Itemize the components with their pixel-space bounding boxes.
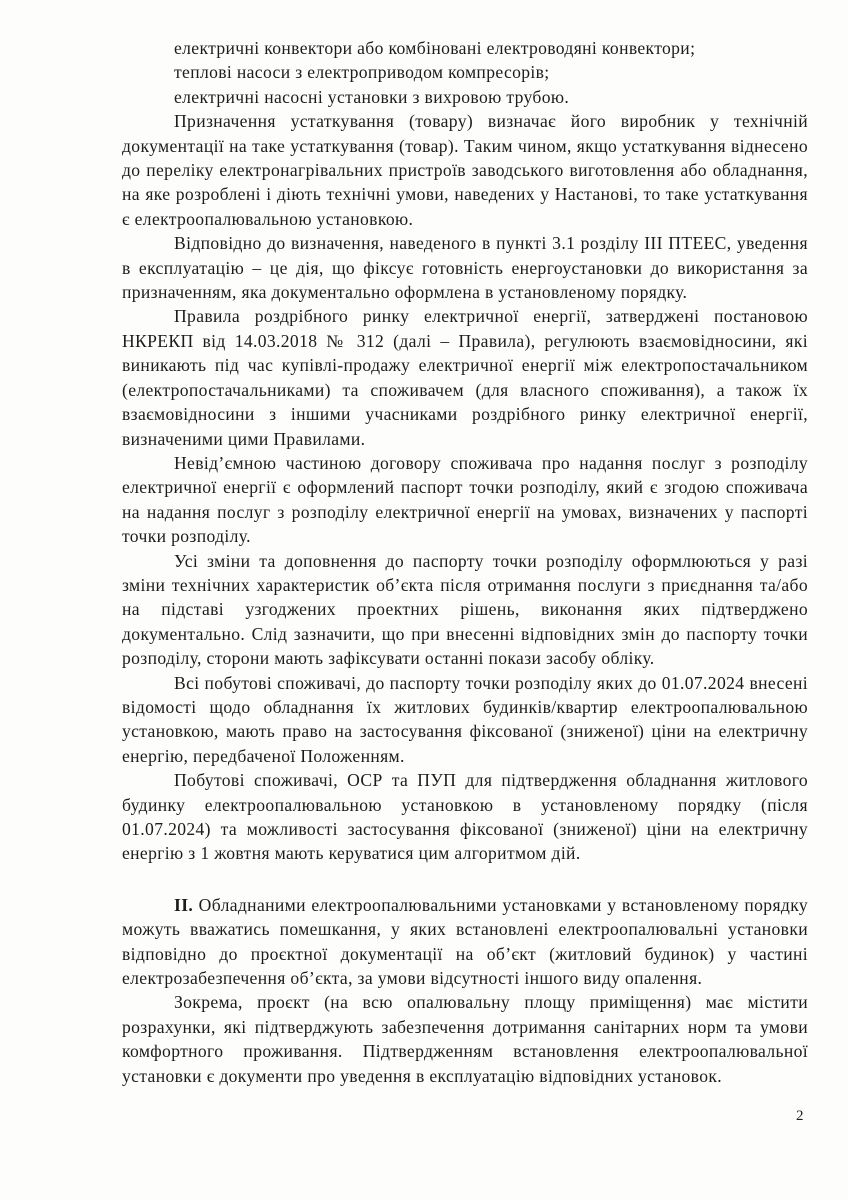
section-two-numeral: II. (174, 894, 194, 915)
section-spacer (122, 866, 808, 893)
paragraph-retail-market-rules: Правила роздрібного ринку електричної енергії, затверджені постановою НКРЕКП від 14.03.2018 № 312 (далі – Правила), регулюють взаємовідносини, які виникають під час купівлі-продажу електричної енергії між електропостачальником (електропостачальниками) та споживачем (для власного споживання), а також їх взаємовідносини з іншими учасниками роздрібного ринку електричної енергії, визначеними цими Правилами. (122, 306, 808, 449)
paragraph-distribution-passport: Невід’ємною частиною договору споживача про надання послуг з розподілу електричної енергії є оформлений паспорт точки розподілу, який є згодою споживача на надання послуг з розподілу електричної енергії на умовах, визначених у паспорті точки розподілу. (122, 452, 808, 547)
page-number: 2 (796, 1108, 804, 1124)
list-item-convectors: електричні конвектори або комбіновані електроводяні конвектори; (174, 38, 696, 58)
paragraph-fixed-price-right: Всі побутові споживачі, до паспорту точки розподілу яких до 01.07.2024 внесені відомості щодо обладнання їх житлових будинків/квартир електроопалювальною установкою, мають право на застосування фіксованої (зниженої) ціни на електричну енергію, передбаченої Положенням. (122, 672, 808, 766)
list-item-vortex-tube: електричні насосні установки з вихровою трубою. (174, 86, 570, 107)
section-two-text: Обладнаними електроопалювальними установками у встановленому порядку можуть вважатись помешкання, у яких встановлені електроопалювальні установки відповідно до проєктної документації на об’єкт (житловий будинок) у частині електрозабезпечення об’єкта, за умови відсутності іншого виду опалення. (122, 894, 808, 989)
list-item-heat-pumps: теплові насоси з електроприводом компресорів; (174, 62, 550, 83)
paragraph-passport-changes: Усі зміни та доповнення до паспорту точки розподілу оформлюються у разі зміни технічних характеристик об’єкта після отримання послуги з приєднання та/або на підставі узгоджених проектних рішень, виконання яких підтверджено документально. Слід зазначити, що при внесенні відповідних змін до паспорту точки розподілу, сторони мають зафіксувати останні покази засобу обліку. (122, 550, 808, 669)
paragraph-algorithm-guidance: Побутові споживачі, ОСР та ПУП для підтвердження обладнання житлового будинку електроопалювальною установкою в установленому порядку (після 01.07.2024) та можливості застосування фіксованої (зниженої) ціни на електричну енергію з 1 жовтня мають керуватися цим алгоритмом дій. (122, 770, 808, 864)
paragraph-equipment-purpose: Призначення устаткування (товару) визначає його виробник у технічній документації на таке устаткування (товар). Таким чином, якщо устаткування віднесено до переліку електронагрівальних пристроїв заводського виготовлення або обладнання, на яке розроблені і діють технічні умови, наведених у Настанові, то таке устаткування є електроопалювальною установкою. (122, 111, 808, 229)
paragraph-commissioning-definition: Відповідно до визначення, наведеного в пункті 3.1 розділу III ПТЕЕС, уведення в експлуатацію – це дія, що фіксує готовність енергоустановки до використання за призначенням, яка документально оформлена в установленому порядку. (122, 233, 808, 303)
document-body (122, 36, 808, 1088)
section-two-paragraph (122, 893, 808, 991)
paragraph-project-requirements: Зокрема, проєкт (на всю опалювальну площу приміщення) має містити розрахунки, які підтверджують забезпечення дотримання санітарних норм та умови комфортного проживання. Підтвердженням встановлення електроопалювальної установки є документи про уведення в експлуатацію відповідних установок. (122, 992, 808, 1086)
